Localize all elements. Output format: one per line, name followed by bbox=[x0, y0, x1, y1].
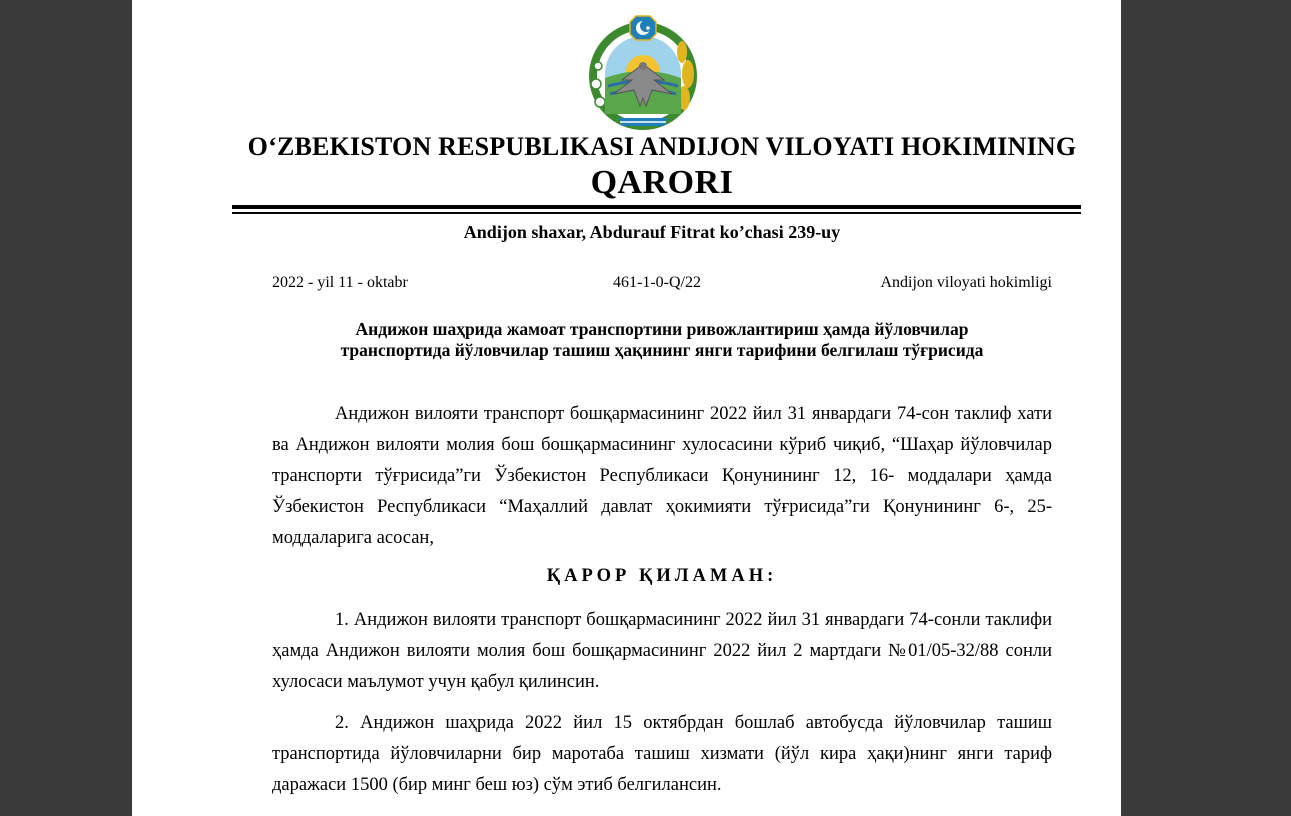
decision-heading: ҚАРОР ҚИЛАМАН: bbox=[546, 566, 778, 586]
document-number: 461-1-0-Q/22 bbox=[613, 274, 701, 291]
document-type: QARORI bbox=[590, 164, 734, 201]
document-page bbox=[132, 0, 1121, 816]
state-emblem-icon bbox=[584, 14, 702, 132]
organization-title: O‘ZBEKISTON RESPUBLIKASI ANDIJON VILOYATI HOKIMINING bbox=[247, 132, 1077, 161]
address: Andijon shaxar, Abdurauf Fitrat ko’chasi 239-uy bbox=[463, 222, 841, 242]
decree-title bbox=[272, 319, 1052, 361]
header-divider-thin bbox=[232, 212, 1081, 214]
decree-title-line: транспортида йўловчилар ташиш ҳақининг янги тарифини белгилаш тўғрисида bbox=[340, 340, 984, 360]
decision-item-text: 2. Андижон шаҳрида 2022 йил 15 октябрдан бошлаб автобусда йўловчилар ташиш транспортида йўловчиларни бир маротаба ташиш хизмати (йўл кира ҳақи)нинг янги тариф даражаси 1500 (бир минг беш юз) сўм этиб белгилансин. bbox=[272, 713, 1052, 795]
preamble bbox=[272, 399, 1052, 554]
header-divider bbox=[232, 205, 1081, 209]
decree-title-line: Андижон шаҳрида жамоат транспортини ривожлантириш ҳамда йўловчилар bbox=[355, 319, 969, 339]
decision-item bbox=[272, 708, 1052, 801]
decision-item bbox=[272, 605, 1052, 698]
decision-item-text: 1. Андижон вилояти транспорт бошқармасининг 2022 йил 31 январдаги 74-сонли таклифи ҳамда Андижон вилояти молия бош бошқармасининг 2022 йил 2 мартдаги №01/05-32/88 сонли хулосаси маълумот учун қабул қилинсин. bbox=[272, 610, 1052, 692]
document-issuer: Andijon viloyati hokimligi bbox=[880, 274, 1052, 291]
document-meta bbox=[272, 274, 1052, 296]
document-date: 2022 - yil 11 - oktabr bbox=[272, 274, 408, 291]
preamble-paragraph: Андижон вилояти транспорт бошқармасининг 2022 йил 31 январдаги 74-сон таклиф хати ва Андижон вилояти молия бош бошқармасининг хулосасини кўриб чиқиб, “Шаҳар йўловчилар транспорти тўғрисида”ги Ўзбекистон Республикаси Қонунининг 12, 16- моддалари ҳамда Ўзбекистон Республикаси “Маҳаллий давлат ҳокимияти тўғрисида”ги Қонунининг 6-, 25-моддаларига асосан, bbox=[272, 404, 1052, 548]
